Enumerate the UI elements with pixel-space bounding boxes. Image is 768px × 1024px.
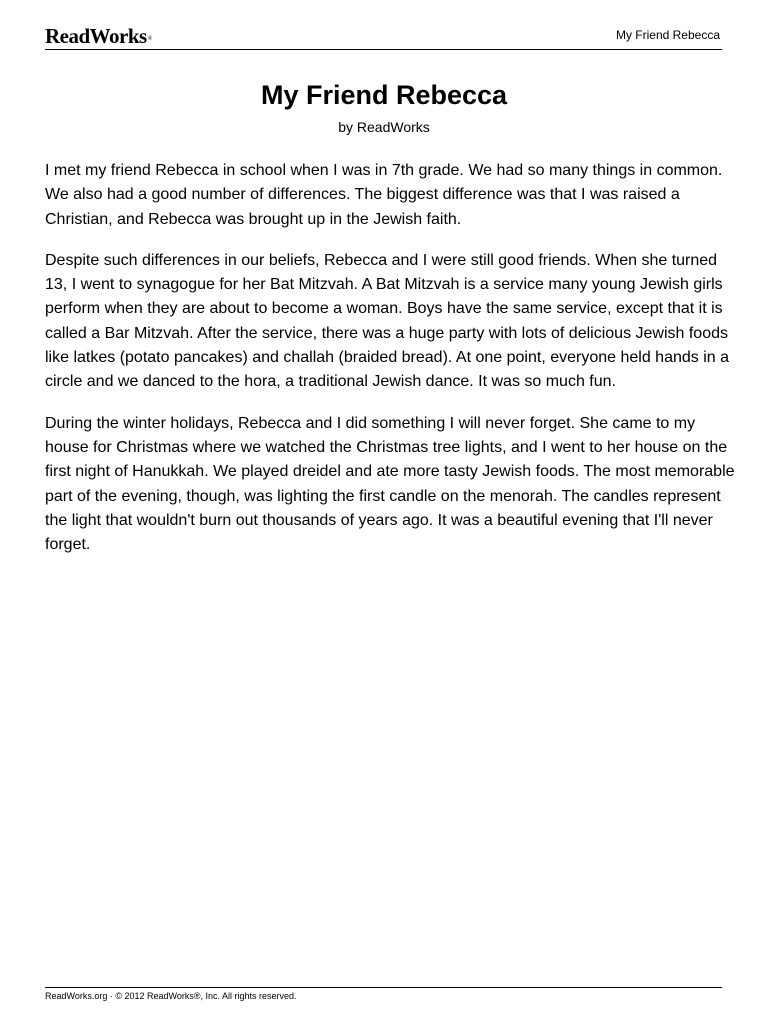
article-title: My Friend Rebecca: [260, 80, 508, 110]
paragraph-2: Despite such differences in our beliefs, Rebecca and I were still good friends. When she turned 13, I went to synagogue for her Bat Mitzvah. A Bat Mitzvah is a service many young Jewish girls perform when they are about to become a woman. Boys have the same service, except that it is called a Bar Mitzvah. After the service, there was a huge party with lots of delicious Jewish foods like latkes (potato pancakes) and challah (braided bread). At one point, everyone held hands in a circle and we danced to the hora, a traditional Jewish dance. It was so much fun.: [45, 251, 729, 391]
readworks-logo: [45, 24, 151, 48]
logo-registered-mark: ®: [147, 36, 152, 42]
paragraph-1: I met my friend Rebecca in school when I was in 7th grade. We had so many things in common. We also had a good number of differences. The biggest difference was that I was raised a Christian, and Rebecca was brought up in the Jewish faith.: [45, 162, 723, 228]
article-body: [45, 159, 735, 574]
running-title: My Friend Rebecca: [615, 28, 720, 42]
page-header: [45, 22, 722, 50]
paragraph-3: During the winter holidays, Rebecca and I did something I will never forget. She came to my house for Christmas where we watched the Christmas tree lights, and I went to her house on the first night of Hanukkah. We played dreidel and ate more tasty Jewish foods. The most memorable part of the evening, though, was lighting the first candle on the menorah. The candles represent the light that wouldn't burn out thousands of years ago. It was a beautiful evening that I'll never forget.: [45, 414, 735, 554]
logo-text: ReadWorks: [45, 24, 147, 48]
copyright-text: ReadWorks.org · © 2012 ReadWorks®, Inc. All rights reserved.: [45, 991, 297, 1001]
page-footer: [45, 987, 722, 1002]
article-byline: by ReadWorks: [338, 119, 430, 135]
